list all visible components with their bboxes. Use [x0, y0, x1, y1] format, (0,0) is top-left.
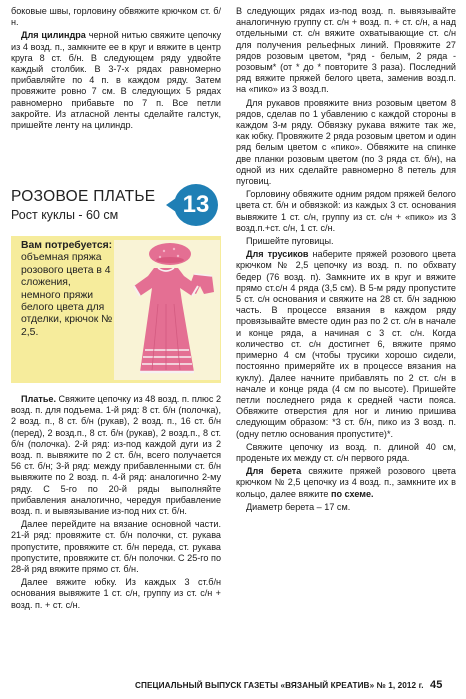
materials-list: объемная пряжа розового цвета в 4 сложения, немного пряжи белого цвета для отделки, крючок № 2,5.	[21, 252, 113, 338]
paragraph-main-part: Далее перейдите на вязание основной части. 21-й ряд: провяжите ст. б/н полочки, ст. рукава пропустите, провяжите ст. б/н переда, ст. рукава пропустите, провяжите ст. б/н полочки. С 25-го по 28-й ряд вяжите прямо ст. б/н.	[11, 519, 221, 575]
dress-text: Свяжите цепочку из 48 возд. п. плюс 2 возд. п. для подъема. 1-й ряд: 8 ст. б/н (полочка), 2 возд. п., 8 ст. б/н (рукав), 2 возд. п., 16 ст. б/н (перед), 2 возд.п., 8 ст. б/н (рукав), 2 возд.п., 8 ст. б/н (полочка). 2-й ряд: из-под каждой дуги из 2 возд. п. вывяжите по 2 ст. б/н, всего получается 56 ст. б/н; 3-й ряд: между прибавленными ст. б/н вывяжите по 2 возд. п. 4-й ряд: аналогично 2-му ряду. С 5-го по 20-й ряды выполняйте прибавления аналогично, чередуя прибавление возд. п. и вывязывание из-под них ст. б/н.	[11, 394, 221, 517]
page-footer	[135, 679, 460, 691]
section-title: РОЗОВОЕ ПЛАТЬЕ	[11, 188, 156, 205]
left-top-text	[11, 6, 221, 133]
paragraph-diameter: Диаметр берета – 17 см.	[246, 501, 351, 512]
dress-lead: Платье.	[21, 394, 56, 404]
paragraph-neckline: Горловину обвяжите одним рядом пряжей белого цвета ст. б/н и обвязкой: из каждых 3 ст. основания вывяжите 1 ст. с/н, группу из ст. с/н + «пико» из 3 возд.п.+ст. с/н, 1 ст. с/н.	[236, 189, 456, 233]
section-title-block	[11, 184, 221, 228]
materials-box	[11, 236, 221, 383]
panties-text: наберите пряжей розового цвета крючком № 2,5 цепочку из возд. п. по обхвату бедер (76 возд. п). Замкните их в круг и вяжите прямо ст.с/н 4 ряда (3,5 см). В 5-м ряду пропустите 5 ст. с/н основания и свяжите на 28 ст. б/н заднюю часть. В процессе вязания в каждом ряду провязывайте вместе один раз по 2 ст. с/н в начале и конце ряда, а начиная с 3 ст. с/н. Когда количество ст. с/н достигнет 6, вяжите прямо примерно 4 см (чтобы трусики хорошо сидели, постоянно примеряйте их в процессе вязания на куклу). Далее начните прибавлять по 2 ст. с/н в начале и конце ряда (4 см по высоте). Пришейте петли последнего ряда к средней части пояса. Обвяжите отверстия для ног и линию пришива следующим образом: *3 ст. б/н, пико из 3 возд. п. (одну петлю основания пропустите)*.	[236, 249, 456, 439]
footer-publication: СПЕЦИАЛЬНЫЙ ВЫПУСК ГАЗЕТЫ «ВЯЗАНЫЙ КРЕАТИВ» № 1, 2012 г.	[135, 681, 424, 690]
section-subtitle: Рост куклы - 60 см	[11, 208, 119, 222]
paragraph-sleeves: Для рукавов провяжите вниз розовым цветом 8 рядов, сделав по 1 убавлению с каждой стороны в каждом 3-м ряду. Обвязку рукава вяжите так же, как юбку. Провяжите 2 ряда розовым цветом и один ряд белым цветом с «пико». Обвяжите на спинке две планки розовым цветом (по 3 ряда ст. б/н), на одной из них сделайте равномерно 8 петель для пуговиц.	[236, 97, 456, 187]
page-number: 45	[430, 679, 443, 691]
paragraph-beret	[236, 466, 456, 500]
beret-icon	[149, 243, 191, 265]
cylinder-text: черной нитью свяжите цепочку из 4 возд. п., замкните ее в круг и вяжите в центр круга 8 ст. б/н. В следующем ряду удвойте каждый столбик. В 3-7-х рядах равномерно прибавляйте по 4 п. в каждом ряду. Затем провяжите ровно 7 см. В следующих 5 рядах равномерно прибавьте по 7 п. Все петли закройте. Из атласной ленты сделайте галстук, пришейте ленту на цилиндр.	[11, 30, 221, 131]
beret-scheme: по схеме.	[330, 488, 374, 499]
paragraph-dress	[11, 394, 221, 517]
paragraph-rows: В следующих рядах из-под возд. п. вывязывайте аналогичную группу ст. с/н + возд. п. + ст. с/н, а над отдельными ст. с/н вяжите охватывающие ст. с/н для получения рельефных линий. Провяжите 27 рядов розовым цветом, *ряд - белым, 2 ряда - розовым* (от * до * повторите 3 раза). Последний ряд вяжите пряжей белого цвета, заменив возд.п. на «пико» из 3 возд.п.	[236, 6, 456, 95]
materials-text	[21, 240, 113, 339]
project-number-badge: 13	[174, 184, 218, 226]
cylinder-lead: Для цилиндра	[21, 30, 86, 41]
paragraph-buttons: Пришейте пуговицы.	[246, 236, 334, 247]
left-bottom-text	[11, 394, 221, 613]
panties-lead: Для трусиков	[246, 249, 309, 260]
beret-text: свяжите пряжей розового цвета крючком № 2,5 цепочку из 4 возд. п., замкните их в кольцо, далее вяжите	[236, 466, 456, 499]
paragraph-skirt: Далее вяжите юбку. Из каждых 3 ст.б/н основания вывяжите 1 ст. с/н, группу из ст. с/н + возд. п. + ст. с/н.	[11, 577, 221, 610]
right-column-text	[236, 6, 456, 515]
pink-dress-photo	[114, 240, 220, 380]
paragraph-side-seams: боковые швы, горловину обвяжите крючком ст. б/н.	[11, 6, 221, 28]
paragraph-panties	[236, 249, 456, 439]
paragraph-cylinder	[11, 30, 221, 131]
paragraph-chain: Свяжите цепочку из возд. п. длиной 40 см, проденьте их между ст. с/н первого ряда.	[236, 441, 456, 463]
beret-lead: Для берета	[246, 466, 302, 477]
materials-title: Вам потребуется:	[21, 240, 113, 251]
